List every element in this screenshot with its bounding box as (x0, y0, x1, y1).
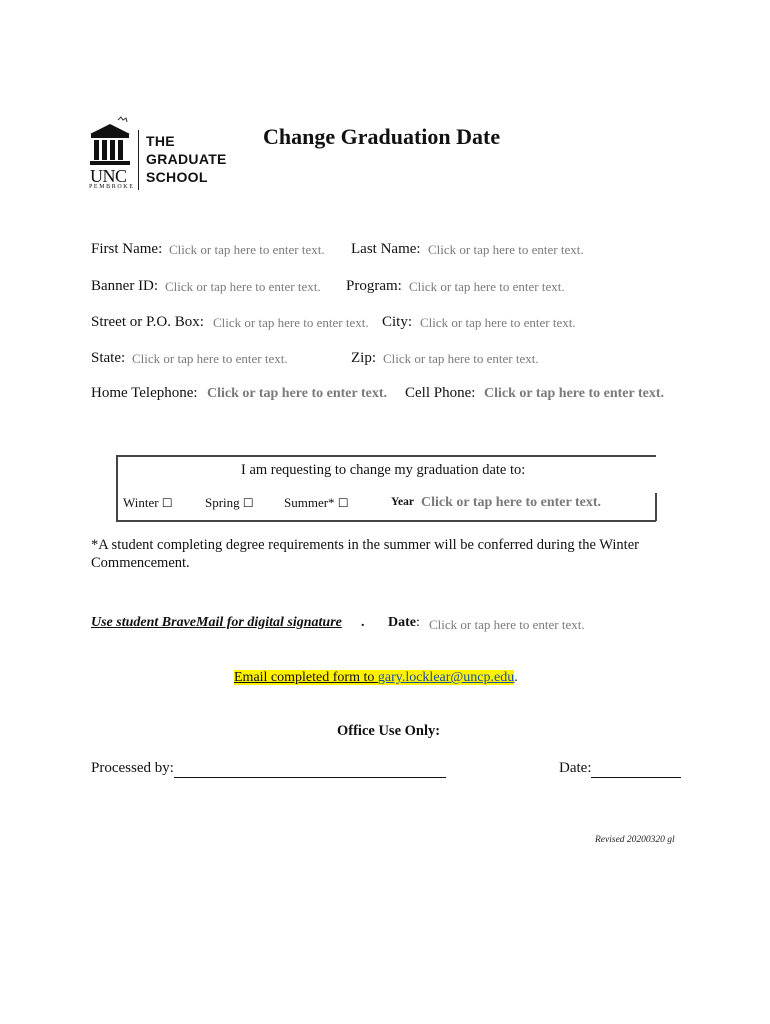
summer-label: Summer* (284, 495, 335, 510)
office-date-label: Date: (559, 760, 592, 776)
year-label: Year (391, 496, 414, 508)
state-label: State: (91, 350, 126, 366)
home-telephone-label: Home Telephone: (91, 385, 198, 401)
cell-phone-field[interactable]: Click or tap here to enter text. (484, 386, 665, 401)
year-field[interactable]: Click or tap here to enter text. (421, 495, 602, 510)
signature-date-field[interactable]: Click or tap here to enter text. (429, 617, 585, 632)
program-label: Program: (346, 278, 402, 294)
page-title: Change Graduation Date (263, 124, 501, 149)
banner-id-label: Banner ID: (91, 278, 159, 294)
program-field[interactable]: Click or tap here to enter text. (409, 279, 565, 294)
summer-option[interactable] (284, 495, 349, 511)
box-border-top (116, 455, 656, 457)
spring-option[interactable] (205, 495, 254, 511)
date-label-text: Date (388, 615, 416, 630)
zip-label: Zip: (351, 350, 376, 366)
email-suffix: . (514, 670, 518, 685)
first-name-label: First Name: (91, 241, 163, 257)
box-border-bottom (116, 520, 656, 522)
office-date-line[interactable] (591, 760, 681, 778)
spring-checkbox[interactable]: ☐ (242, 496, 254, 510)
zip-field[interactable]: Click or tap here to enter text. (383, 351, 539, 366)
office-date-row (559, 760, 681, 778)
home-telephone-field[interactable]: Click or tap here to enter text. (207, 386, 388, 401)
graduation-request-box (116, 455, 656, 521)
summer-note: *A student completing degree requirements in the summer will be conferred during the Winter Commencement. (91, 537, 639, 571)
summer-checkbox[interactable]: ☐ (337, 496, 349, 510)
last-name-label: Last Name: (351, 241, 421, 257)
email-highlight (234, 670, 514, 685)
winter-checkbox[interactable]: ☐ (161, 496, 173, 510)
request-heading: I am requesting to change my graduation date to: (241, 462, 526, 478)
last-name-field[interactable]: Click or tap here to enter text. (428, 242, 584, 257)
cell-phone-label: Cell Phone: (405, 385, 476, 401)
logo-line-3: SCHOOL (146, 169, 208, 185)
city-label: City: (382, 314, 413, 330)
email-prefix: Email completed form to (234, 670, 378, 685)
processed-by-row (91, 760, 446, 778)
first-name-field[interactable]: Click or tap here to enter text. (169, 242, 325, 257)
processed-by-label: Processed by: (91, 760, 174, 776)
revision-note: Revised 20200320 gl (595, 835, 675, 845)
street-field[interactable]: Click or tap here to enter text. (213, 315, 369, 330)
state-field[interactable]: Click or tap here to enter text. (132, 351, 288, 366)
street-label: Street or P.O. Box: (91, 314, 204, 330)
logo-line-2: GRADUATE (146, 151, 227, 167)
signature-date-label: Date: (388, 615, 420, 630)
winter-option[interactable] (123, 495, 173, 511)
email-instruction (234, 670, 518, 686)
box-border-left (116, 455, 118, 521)
graduate-school-wordmark (146, 132, 227, 186)
city-field[interactable]: Click or tap here to enter text. (420, 315, 576, 330)
building-icon (88, 116, 136, 170)
banner-id-field[interactable]: Click or tap here to enter text. (165, 279, 321, 294)
bravemail-signature-instruction: Use student BraveMail for digital signature (91, 615, 342, 630)
pembroke-wordmark: PEMBROKE (89, 184, 135, 190)
logo-line-1: THE (146, 133, 175, 149)
processed-by-line[interactable] (174, 760, 446, 778)
spring-label: Spring (205, 495, 240, 510)
email-link[interactable]: gary.locklear@uncp.edu (377, 670, 515, 685)
signature-period: . (361, 615, 365, 630)
office-use-heading: Office Use Only: (337, 723, 441, 739)
unc-pembroke-graduate-school-logo (88, 116, 238, 192)
unc-wordmark: UNC (90, 166, 127, 186)
box-border-right (655, 493, 657, 521)
logo-divider (138, 130, 139, 190)
winter-label: Winter (123, 495, 159, 510)
